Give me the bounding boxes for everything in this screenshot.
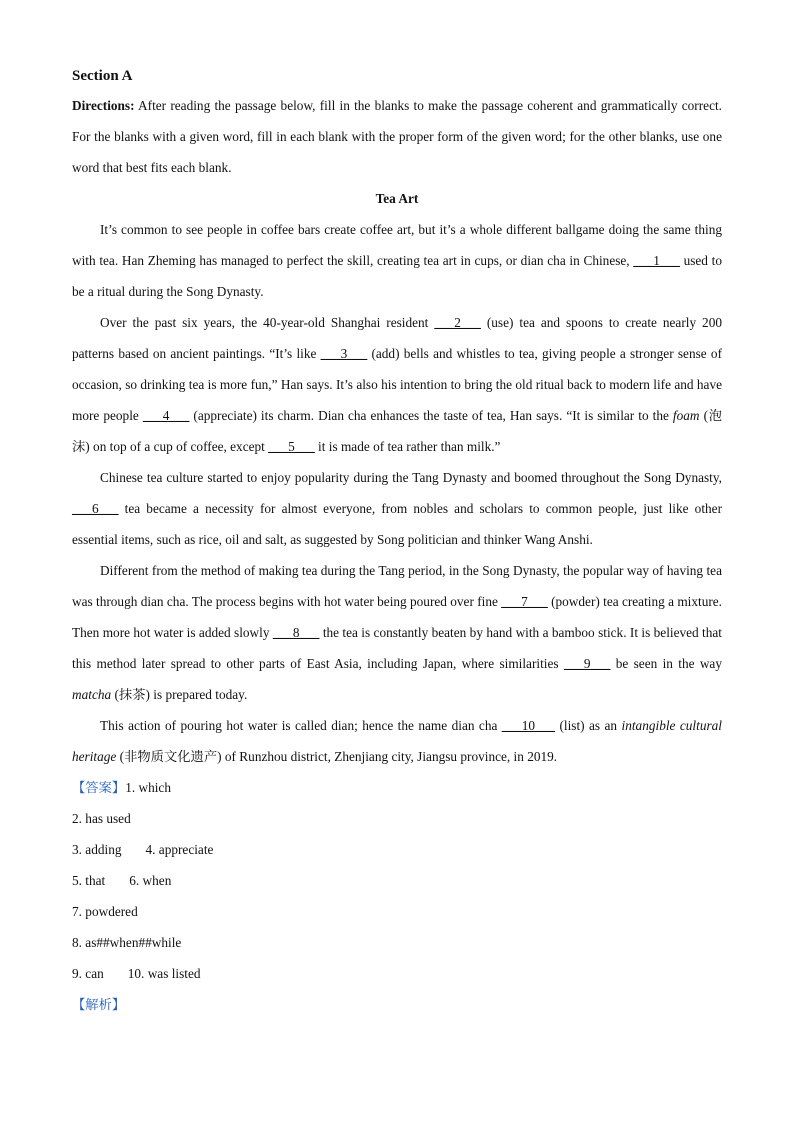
answer-4: 4. appreciate — [145, 842, 214, 857]
section-title: Section A — [72, 68, 133, 84]
blank-1: ___1___ — [633, 253, 680, 268]
document-page — [72, 62, 722, 1020]
paragraph-1 — [72, 214, 722, 307]
blank-5: ___5___ — [268, 439, 315, 454]
answer-10: 10. was listed — [127, 966, 201, 981]
text: (appreciate) its charm. Dian cha enhances the taste of tea, Han says. “It is similar to the — [189, 408, 673, 423]
answer-9: 9. can — [72, 966, 104, 981]
matcha-term: matcha — [72, 687, 112, 702]
analysis-line — [72, 989, 722, 1020]
blank-6: ___6___ — [72, 501, 119, 516]
answer-3: 3. adding — [72, 842, 122, 857]
text: (add) bells and whistles to tea, giving people a stronger sense of occasion, so drinking tea is more fun,” Han says. It’s also his intention to bring the old ritual back to modern life and have more people — [72, 346, 722, 423]
answer-7: 7. powdered — [72, 904, 138, 919]
text: (抹茶) is prepared today. — [111, 687, 248, 702]
answer-line-2 — [72, 803, 722, 834]
answer-line-4 — [72, 865, 722, 896]
text: it is made of tea rather than milk.” — [314, 439, 501, 454]
text: (泡沫) on top of a cup of coffee, except — [72, 408, 722, 454]
answer-2: 2. has used — [72, 811, 131, 826]
paragraph-2 — [72, 307, 722, 462]
text: It’s common to see people in coffee bars create coffee art, but it’s a whole different ballgame doing the same thing with tea. Han Zheming has managed to perfect the skill, creating tea art in cups, or dian cha in Chinese, — [72, 222, 722, 268]
directions — [72, 90, 722, 183]
text: This action of pouring hot water is called dian; hence the name dian cha — [100, 718, 502, 733]
blank-8: ___8___ — [272, 625, 320, 640]
analysis-tag: 【解析】 — [72, 997, 126, 1012]
directions-label: Directions: — [72, 98, 135, 113]
answer-line-6 — [72, 927, 722, 958]
answer-1: 1. which — [125, 780, 171, 795]
answer-line-7 — [72, 958, 722, 989]
blank-9: ___9___ — [563, 656, 611, 671]
text: (非物质文化遗产) of Runzhou district, Zhenjiang city, Jiangsu province, in 2019. — [116, 749, 558, 764]
paragraph-5 — [72, 710, 722, 772]
passage-title: Tea Art — [375, 191, 419, 206]
answer-8: 8. as##when##while — [72, 935, 182, 950]
text: used to be a ritual during the Song Dynasty. — [72, 253, 722, 299]
paragraph-4 — [72, 555, 722, 710]
blank-3: ___3___ — [320, 346, 368, 361]
answer-line-5 — [72, 896, 722, 927]
blank-4: ___4___ — [142, 408, 190, 423]
heritage-term: intangible cultural heritage — [72, 718, 722, 764]
text: Over the past six years, the 40-year-old Shanghai resident — [100, 315, 435, 330]
blank-7: ___7___ — [501, 594, 548, 609]
answer-line-1 — [72, 772, 722, 803]
answer-6: 6. when — [129, 873, 172, 888]
directions-text: After reading the passage below, fill in the blanks to make the passage coherent and grammatically correct. For the blanks with a given word, fill in each blank with the proper form of the given word; for the other blanks, use one word that best fits each blank. — [72, 98, 722, 175]
text: (list) as an — [555, 718, 622, 733]
answer-tag: 【答案】 — [72, 780, 126, 795]
text: (use) tea and spoons to create nearly 200 patterns based on ancient paintings. “It’s like — [72, 315, 723, 361]
text: be seen in the way — [610, 656, 722, 671]
text: tea became a necessity for almost everyone, from nobles and scholars to common people, just like other essential items, such as rice, oil and salt, as suggested by Song politician and thinker Wang Anshi. — [72, 501, 722, 547]
text: the tea is constantly beaten by hand with a bamboo stick. It is believed that this method later spread to other parts of East Asia, including Japan, where similarities — [72, 625, 722, 671]
answer-line-3 — [72, 834, 722, 865]
blank-10: ___10___ — [501, 718, 556, 733]
text: Different from the method of making tea during the Tang period, in the Song Dynasty, the popular way of having tea was through dian cha. The process begins with hot water being poured over fine — [72, 563, 722, 609]
blank-2: ___2___ — [434, 315, 481, 330]
text: Chinese tea culture started to enjoy popularity during the Tang Dynasty and boomed throughout the Song Dynasty, — [100, 470, 722, 485]
answer-5: 5. that — [72, 873, 106, 888]
foam-term: foam — [672, 408, 700, 423]
paragraph-3 — [72, 462, 722, 555]
text: (powder) tea creating a mixture. Then more hot water is added slowly — [72, 594, 723, 640]
